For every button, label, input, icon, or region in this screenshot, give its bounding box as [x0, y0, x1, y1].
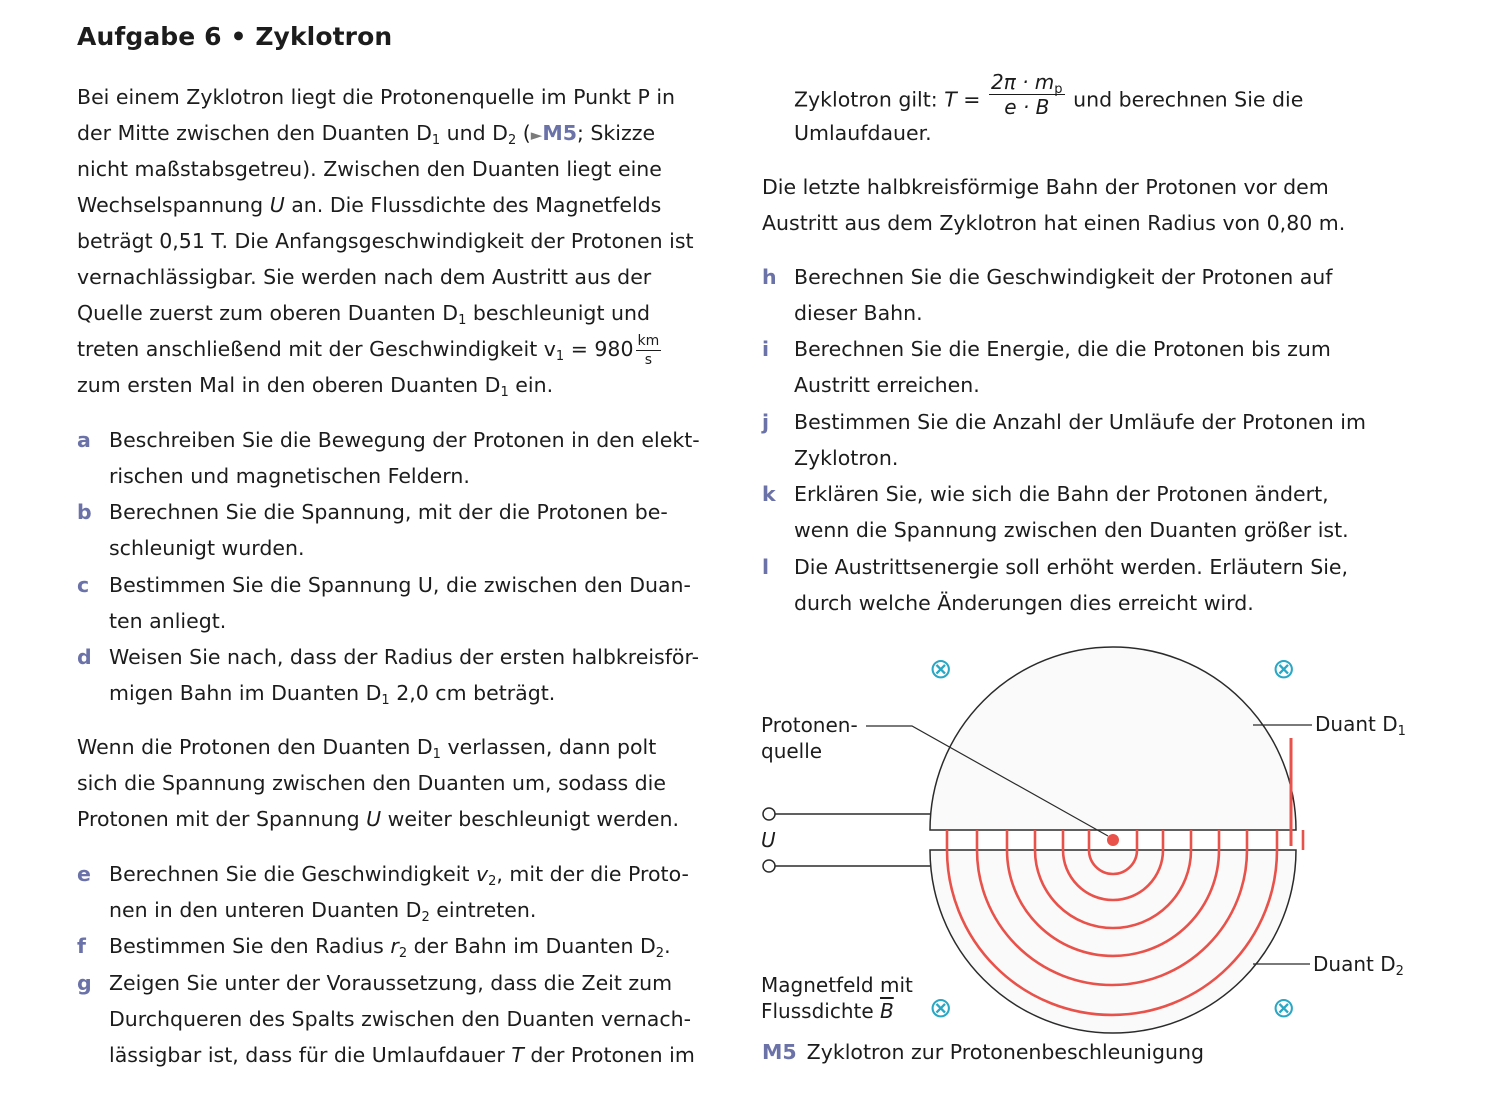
duant-d2-shape	[930, 850, 1296, 1033]
proton-source-dot	[1107, 834, 1119, 846]
right-paragraph-line-1: Die letzte halbkreisförmige Bahn der Protonen vor dem	[762, 175, 1329, 199]
label-proton-source: Protonen- quelle	[761, 713, 858, 763]
label-magnetic-field: Magnetfeld mit Flussdichte $\overline{B}$	[761, 973, 913, 1023]
field-into-page-icon: ⊗	[1272, 991, 1296, 1024]
duant-d1-shape	[930, 647, 1296, 830]
right-paragraph-line-2: Austritt aus dem Zyklotron hat einen Radius von 0,80 m.	[762, 211, 1346, 235]
label-duant-d1: Duant $D_1$	[1315, 712, 1406, 739]
task-letter: k	[762, 482, 776, 506]
mid-line-2: sich die Spannung zwischen den Duanten um, sodass die	[77, 771, 666, 795]
mid-line-1: Wenn die Protonen den Duanten $D_1$ verlassen, dann polt	[77, 735, 657, 762]
task-letter: a	[77, 428, 91, 452]
formula-period: $\frac{2\pi \cdot m_p}{e \cdot B}$	[990, 70, 1063, 119]
field-into-page-icon: ⊗	[929, 991, 953, 1024]
task-letter: g	[77, 971, 92, 995]
intro-line-2: der Mitte zwischen den Duanten $D_1$ und $D_2$ (►M5; Skizze	[77, 121, 656, 148]
task-letter: l	[762, 555, 770, 579]
unit-fraction-km-s: $\frac{km}{s}$	[637, 332, 660, 368]
intro-line-4: Wechselspannung U an. Die Flussdichte des Magnetfelds	[77, 193, 662, 217]
cyclotron-figure	[748, 640, 1468, 1050]
voltage-terminal-lower	[763, 860, 775, 872]
task-letter: f	[77, 934, 86, 958]
caption-text: Zyklotron zur Protonenbeschleunigung	[806, 1040, 1204, 1064]
intro-line-7: Quelle zuerst zum oberen Duanten $D_1$ beschleunigt und	[77, 301, 650, 328]
voltage-terminal-upper	[763, 808, 775, 820]
task-letter: i	[762, 337, 770, 361]
field-into-page-icon: ⊗	[1272, 652, 1296, 685]
figure-caption	[762, 1040, 1204, 1064]
task-letter: c	[77, 573, 90, 597]
task-letter: b	[77, 500, 92, 524]
task-letter: j	[762, 410, 770, 434]
task-g-continued-line-1: Zyklotron gilt: T = $\frac{2\pi \cdot m_p}{e \cdot B}$ und berechnen Sie die	[794, 70, 1304, 119]
intro-line-1: Bei einem Zyklotron liegt die Protonenquelle im Punkt P in	[77, 85, 676, 109]
task-letter: h	[762, 265, 777, 289]
field-into-page-icon: ⊗	[929, 652, 953, 685]
page-title: Aufgabe 6 • Zyklotron	[77, 22, 393, 51]
intro-line-9: zum ersten Mal in den oberen Duanten $D_1$ ein.	[77, 373, 554, 400]
intro-line-8: treten anschließend mit der Geschwindigkeit $v_1 = 980$ $\frac{km}{s}$	[77, 332, 660, 368]
reference-m5[interactable]: ►M5	[530, 121, 577, 145]
task-letter: d	[77, 645, 92, 669]
intro-line-6: vernachlässigbar. Sie werden nach dem Austritt aus der	[77, 265, 652, 289]
intro-line-3: nicht maßstabsgetreu). Zwischen den Duanten liegt eine	[77, 157, 662, 181]
caption-number: M5	[762, 1040, 797, 1064]
label-duant-d2: Duant $D_2$	[1313, 952, 1404, 979]
page: Aufgabe 6 • Zyklotron Bei einem Zyklotron liegt die Protonenquelle im Punkt P in der Mitte zwischen den Duanten $D_1$ und $D_2$ (►M5; Skizze nicht maßstabsgetreu). Zwischen den Duanten liegt eine Wechselspannung U an. Die Flussdichte des Magnetfelds beträgt 0,51 T. Die Anfangsgeschwindigkeit der Protonen ist vernachlässigbar. Sie werden nach dem Austritt aus der Quelle zuerst zum oberen Duanten $D_1$ beschleunigt und treten anschließend mit der Geschwindigkeit $v_1 = 980$ $\frac{km}{s}$ zum ersten Mal in den oberen Duanten $D_1$ ein. a Beschreiben Sie die Bewegung der Protonen in den elekt- rischen und magnetischen Feldern. b Berechnen Sie die Spannung, mit der die Protonen be- schleunigt wurden. c Bestimmen Sie die Spannung U, die zwischen den Duan- ten anliegt. d Weisen Sie nach, dass der Radius der ersten halbkreisför- migen Bahn im Duanten $D_1$ 2,0 cm beträgt. Wenn die Protonen den Duanten $D_1$ verlassen, dann polt sich die Spannung zwischen den Duanten um, sodass die Protonen mit der Spannung U weiter beschleunigt werden. e Berechnen Sie die Geschwindigkeit $v_2$, mit der die Proto- nen in den unteren Duanten $D_2$ eintreten. f Bestimmen Sie den Radius $r_2$ der Bahn im Duanten $D_2$. g Zeigen Sie unter der Voraussetzung, dass die Zeit zum Durchqueren des Spalts zwischen den Duanten vernach- lässigbar ist, dass für die Umlaufdauer T der Protonen im Zyklotron gilt: T = $\frac{2\pi \cdot m_p}{e \cdot B}$ und berechnen Sie die Umlaufdauer. Die letzte halbkreisförmige Bahn der Protonen vor dem Austritt aus dem Zyklotron hat einen Radius von 0,80 m. h Berechnen Sie die Geschwindigkeit der Protonen auf dieser Bahn. i Berechnen Sie die Energie, die die Protonen bis zum Austritt erreichen. j Bestimmen Sie die Anzahl der Umläufe der Protonen im Zyklotron. k Erklären Sie, wie sich die Bahn der Protonen ändert, wenn die Spannung zwischen den Duanten größer ist. l Die Austrittsenergie soll erhöht werden. Erläutern Sie, durch welche Änderungen dies erreicht wird. Protonen- quelle U Duant $D_1$ Duant $D_2$ Magnetfeld mit Flussdichte $\overline{B}$ ⊗ ⊗ ⊗ ⊗ M5 Zyklotron zur Protonenbeschleunigung	[0, 0, 1509, 1099]
task-g-continued-line-2: Umlaufdauer.	[794, 121, 932, 145]
task-letter: e	[77, 862, 91, 886]
mid-line-3: Protonen mit der Spannung U weiter beschleunigt werden.	[77, 807, 679, 831]
label-voltage-u: U	[761, 828, 776, 852]
intro-line-5: beträgt 0,51 T. Die Anfangsgeschwindigkeit der Protonen ist	[77, 229, 694, 253]
